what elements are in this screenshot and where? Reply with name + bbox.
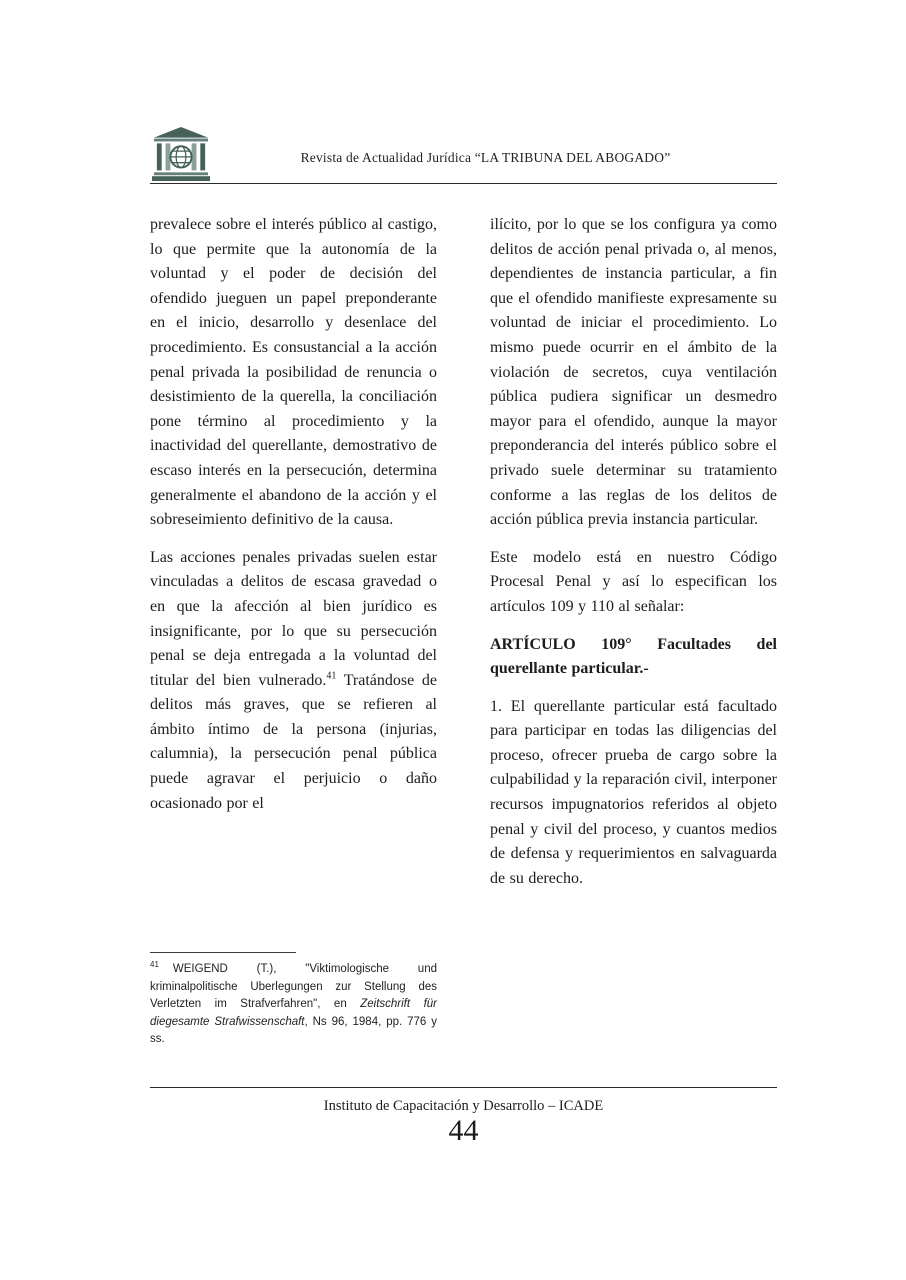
footnote-41 (150, 961, 437, 1049)
page-number: 44 (448, 1114, 479, 1147)
right-column (490, 213, 777, 891)
paragraph (150, 546, 437, 817)
footer-institute-line: Instituto de Capacitación y Desarrollo – ICADE (323, 1098, 604, 1114)
paragraph-continued: prevalece sobre el interés público al castigo, lo que permite que la autonomía de la voluntad y el poder de decisión del ofendido jueguen un papel preponderante en el inicio, desarrollo y desenlace del procedimiento. Es consustancial a la acción penal privada la posibilidad de renuncia o desistimiento de la querella, la conciliación pone término al procedimiento y la inactividad del querellante, demostrativo de escaso interés en la persecución, determina generalmente el abandono de la acción y el sobreseimiento definitivo de la causa. (150, 216, 437, 529)
footnote-divider (150, 952, 296, 953)
body-columns (150, 213, 777, 891)
paragraph-text: Las acciones penales privadas suelen estar vinculadas a delitos de escasa gravedad o en que la afección al bien jurídico es insignificante, por lo que su persecución penal se deja entregada a la voluntad del titular del bien vulnerado. (150, 548, 437, 689)
footer-divider (150, 1087, 777, 1088)
footnote-marker: 41 (150, 960, 159, 970)
footnote-text-tail: , Ns 96, 1984, pp. 776 y ss. (150, 1015, 437, 1045)
page-header (150, 124, 777, 182)
footnote-reference-41: 41 (326, 670, 337, 682)
journal-title: Revista de Actualidad Jurídica “LA TRIBUNA DEL ABOGADO” (300, 150, 671, 165)
footnote-journal-title: Zeitschrift für diegesamte Strafwissenschaft (150, 998, 437, 1028)
header-divider (150, 183, 777, 184)
footnote-block (150, 952, 437, 1049)
left-column (150, 213, 437, 891)
paragraph-continued: ilícito, por lo que se los configura ya como delitos de acción penal privada o, al menos, dependientes de instancia particular, a fin que el ofendido manifieste expresamente su voluntad de iniciar el procedimiento. Lo mismo puede ocurrir en el ámbito de la violación de secretos, cuya ventilación pública pudiera significar un desmedro mayor para el ofendido, aunque la mayor preponderancia del interés público sobre el privado suele determinar su tratamiento conforme a las reglas de los delitos de acción pública previa instancia particular. (490, 216, 777, 529)
article-109-heading: ARTÍCULO 109° Facultades del querellante particular.- (490, 635, 777, 678)
paragraph: Este modelo está en nuestro Código Procesal Penal y así lo especifican los artículos 109 y 110 al señalar: (490, 548, 777, 615)
paragraph: 1. El querellante particular está facultado para participar en todas las diligencias del proceso, ofrecer prueba de cargo sobre la culpabilidad y la reparación civil, interponer recursos impugnatorios referidos al objeto penal y civil del proceso, y cuantos medios de defensa y requerimientos en salvaguarda de su derecho. (490, 697, 777, 887)
paragraph-text: Tratándose de delitos más graves, que se refieren al ámbito íntimo de la persona (injurias, calumnia), la persecución penal pública puede agravar el perjuicio o daño ocasionado por el (150, 671, 438, 812)
footnote-text: WEIGEND (T.), "Viktimologische und kriminalpolitische Uberlegungen zur Stellung des Verletzten im Strafverfahren", en (150, 963, 437, 1010)
